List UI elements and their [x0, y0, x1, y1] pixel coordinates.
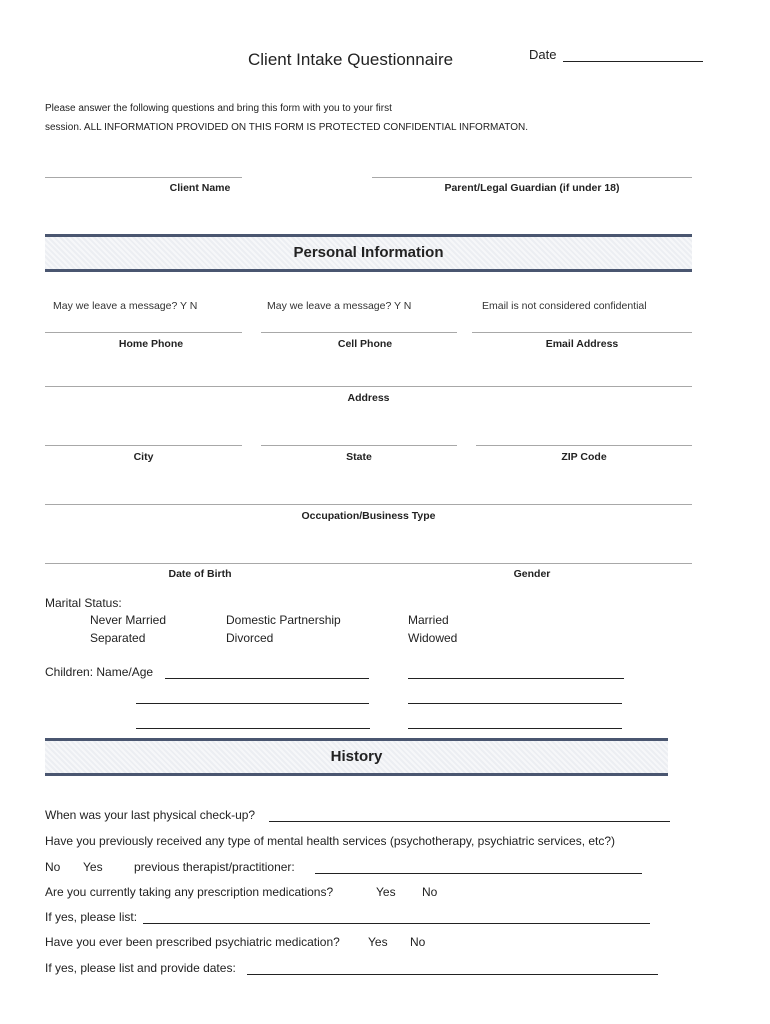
- email-field[interactable]: [472, 332, 692, 333]
- state-label: State: [346, 451, 372, 463]
- section-title-history: History: [330, 748, 383, 765]
- marital-married[interactable]: Married: [408, 613, 449, 627]
- prescription-list-label: If yes, please list:: [45, 910, 138, 924]
- previous-therapist-label: previous therapist/practitioner:: [134, 860, 295, 874]
- dob-gender-field[interactable]: [45, 563, 692, 564]
- children-field-3[interactable]: [136, 703, 369, 704]
- previous-therapist-field[interactable]: [315, 873, 642, 874]
- zip-field[interactable]: [476, 445, 692, 446]
- cell-message-consent[interactable]: May we leave a message? Y N: [267, 300, 412, 312]
- zip-label: ZIP Code: [561, 451, 607, 463]
- home-phone-label: Home Phone: [118, 338, 184, 350]
- psychiatric-dates-label: If yes, please list and provide dates:: [45, 961, 236, 975]
- email-address-label: Email Address: [545, 338, 619, 350]
- psychiatric-dates-field[interactable]: [247, 974, 658, 975]
- dob-label: Date of Birth: [168, 568, 232, 580]
- prescription-no[interactable]: No: [422, 885, 438, 899]
- marital-widowed[interactable]: Widowed: [408, 631, 458, 645]
- question-psychiatric-medication: Have you ever been prescribed psychiatric medication?: [45, 935, 340, 949]
- cell-phone-label: Cell Phone: [337, 338, 393, 350]
- city-label: City: [133, 451, 154, 463]
- question-mental-health-services: Have you previously received any type of mental health services (psychotherapy, psychiatric services, etc?): [45, 834, 616, 848]
- mental-health-yes[interactable]: Yes: [83, 860, 103, 874]
- question-physical-checkup: When was your last physical check-up?: [45, 808, 256, 822]
- cell-phone-field[interactable]: [261, 332, 457, 333]
- client-name-field[interactable]: [45, 177, 242, 178]
- home-message-consent[interactable]: May we leave a message? Y N: [53, 300, 198, 312]
- mental-health-no[interactable]: No: [45, 860, 61, 874]
- prescription-yes[interactable]: Yes: [376, 885, 396, 899]
- children-field-5[interactable]: [136, 728, 370, 729]
- address-label: Address: [347, 392, 390, 404]
- marital-domestic-partnership[interactable]: Domestic Partnership: [226, 613, 341, 627]
- page-title: Client Intake Questionnaire: [248, 50, 454, 69]
- psychiatric-yes[interactable]: Yes: [368, 935, 388, 949]
- children-label: Children: Name/Age: [45, 665, 154, 679]
- section-header-history: [45, 738, 668, 776]
- occupation-field[interactable]: [45, 504, 692, 505]
- marital-separated[interactable]: Separated: [90, 631, 146, 645]
- children-field-1[interactable]: [165, 678, 369, 679]
- children-field-4[interactable]: [408, 703, 622, 704]
- marital-status-label: Marital Status:: [45, 596, 122, 610]
- intro-line-1: Please answer the following questions and bring this form with you to your first: [45, 103, 392, 114]
- occupation-label: Occupation/Business Type: [301, 510, 436, 522]
- client-name-label: Client Name: [169, 182, 231, 194]
- city-field[interactable]: [45, 445, 242, 446]
- section-title-personal: Personal Information: [293, 244, 444, 261]
- marital-divorced[interactable]: Divorced: [226, 631, 274, 645]
- physical-checkup-field[interactable]: [269, 821, 670, 822]
- prescription-list-field[interactable]: [143, 923, 650, 924]
- email-confidential-note: Email is not considered confidential: [482, 300, 647, 312]
- children-field-2[interactable]: [408, 678, 624, 679]
- section-header-personal: [45, 234, 692, 272]
- gender-label: Gender: [513, 568, 551, 580]
- guardian-label: Parent/Legal Guardian (if under 18): [444, 182, 620, 194]
- home-phone-field[interactable]: [45, 332, 242, 333]
- state-field[interactable]: [261, 445, 457, 446]
- question-prescription-medications: Are you currently taking any prescription medications?: [45, 885, 334, 899]
- children-field-6[interactable]: [408, 728, 622, 729]
- date-field[interactable]: [563, 61, 703, 62]
- address-field[interactable]: [45, 386, 692, 387]
- guardian-field[interactable]: [372, 177, 692, 178]
- marital-never-married[interactable]: Never Married: [90, 613, 167, 627]
- date-label: Date: [529, 47, 557, 62]
- psychiatric-no[interactable]: No: [410, 935, 426, 949]
- intro-line-2: session. ALL INFORMATION PROVIDED ON THIS FORM IS PROTECTED CONFIDENTIAL INFORMATON.: [45, 122, 529, 133]
